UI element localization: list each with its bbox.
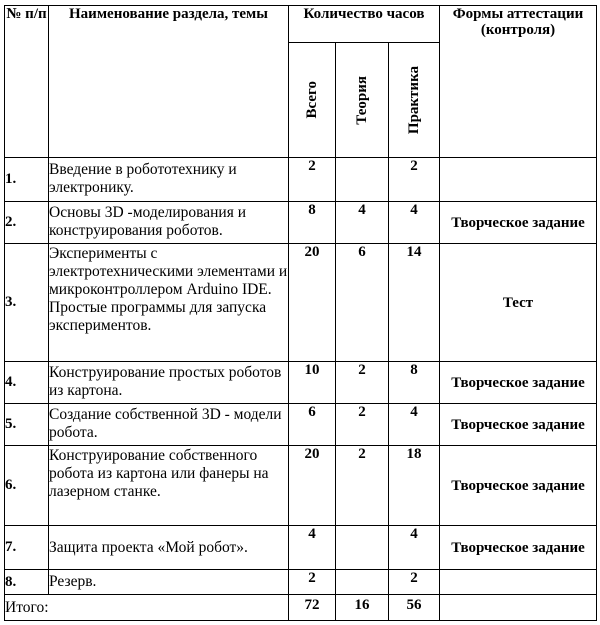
row-theory-hours: 6 — [336, 244, 389, 362]
table-row — [5, 202, 597, 244]
totals-total-hours: 72 — [289, 595, 336, 621]
table-row — [5, 244, 597, 362]
row-attestation-form — [440, 570, 597, 595]
row-number: 6. — [5, 446, 49, 526]
table-row — [5, 570, 597, 595]
row-number: 4. — [5, 362, 49, 404]
totals-empty-cell — [440, 595, 597, 621]
row-section-name: Эксперименты с электротехническими элементами и микроконтроллером Arduino IDE. Простые программы для запуска экспериментов. — [49, 244, 289, 362]
row-total-hours: 10 — [289, 362, 336, 404]
row-number: 2. — [5, 202, 49, 244]
row-attestation-form: Тест — [440, 244, 597, 362]
header-section-name: Наименование раздела, темы — [49, 6, 289, 158]
row-section-name: Создание собственной 3D - модели робота. — [49, 404, 289, 446]
row-attestation-form: Творческое задание — [440, 526, 597, 570]
totals-practice-hours: 56 — [389, 595, 440, 621]
table-row — [5, 526, 597, 570]
table-row — [5, 158, 597, 202]
row-practice-hours: 8 — [389, 362, 440, 404]
row-total-hours: 2 — [289, 570, 336, 595]
row-theory-hours: 2 — [336, 446, 389, 526]
row-section-name: Защита проекта «Мой робот». — [49, 526, 289, 570]
row-total-hours: 8 — [289, 202, 336, 244]
row-practice-hours: 14 — [389, 244, 440, 362]
row-total-hours: 2 — [289, 158, 336, 202]
row-total-hours: 20 — [289, 446, 336, 526]
header-attestation-forms: Формы аттестации (контроля) — [440, 6, 597, 158]
row-number: 7. — [5, 526, 49, 570]
row-theory-hours: 2 — [336, 362, 389, 404]
row-attestation-form — [440, 158, 597, 202]
curriculum-table — [4, 5, 597, 621]
row-theory-hours: 4 — [336, 202, 389, 244]
header-total-hours: Всего — [289, 43, 336, 158]
row-section-name: Резерв. — [49, 570, 289, 595]
row-section-name: Конструирование собственного робота из картона или фанеры на лазерном станке. — [49, 446, 289, 526]
table-row — [5, 446, 597, 526]
row-section-name: Введение в робототехнику и электронику. — [49, 158, 289, 202]
row-theory-hours: 2 — [336, 404, 389, 446]
row-practice-hours: 4 — [389, 404, 440, 446]
row-total-hours: 4 — [289, 526, 336, 570]
row-number: 5. — [5, 404, 49, 446]
row-attestation-form: Творческое задание — [440, 446, 597, 526]
row-attestation-form: Творческое задание — [440, 362, 597, 404]
table-row — [5, 362, 597, 404]
totals-theory-hours: 16 — [336, 595, 389, 621]
row-practice-hours: 4 — [389, 202, 440, 244]
row-total-hours: 6 — [289, 404, 336, 446]
row-attestation-form: Творческое задание — [440, 202, 597, 244]
row-section-name: Основы 3D -моделирования и конструирования роботов. — [49, 202, 289, 244]
row-number: 1. — [5, 158, 49, 202]
row-practice-hours: 2 — [389, 158, 440, 202]
header-hours: Количество часов — [289, 6, 440, 43]
row-attestation-form: Творческое задание — [440, 404, 597, 446]
row-theory-hours — [336, 570, 389, 595]
row-practice-hours: 4 — [389, 526, 440, 570]
row-practice-hours: 18 — [389, 446, 440, 526]
table-row — [5, 404, 597, 446]
row-theory-hours — [336, 158, 389, 202]
header-number: № п/п — [5, 6, 49, 158]
totals-label: Итого: — [5, 595, 289, 621]
row-section-name: Конструирование простых роботов из картона. — [49, 362, 289, 404]
totals-row — [5, 595, 597, 621]
row-number: 8. — [5, 570, 49, 595]
row-theory-hours — [336, 526, 389, 570]
row-total-hours: 20 — [289, 244, 336, 362]
header-practice-hours: Практика — [389, 43, 440, 158]
row-number: 3. — [5, 244, 49, 362]
row-practice-hours: 2 — [389, 570, 440, 595]
header-theory-hours: Теория — [336, 43, 389, 158]
